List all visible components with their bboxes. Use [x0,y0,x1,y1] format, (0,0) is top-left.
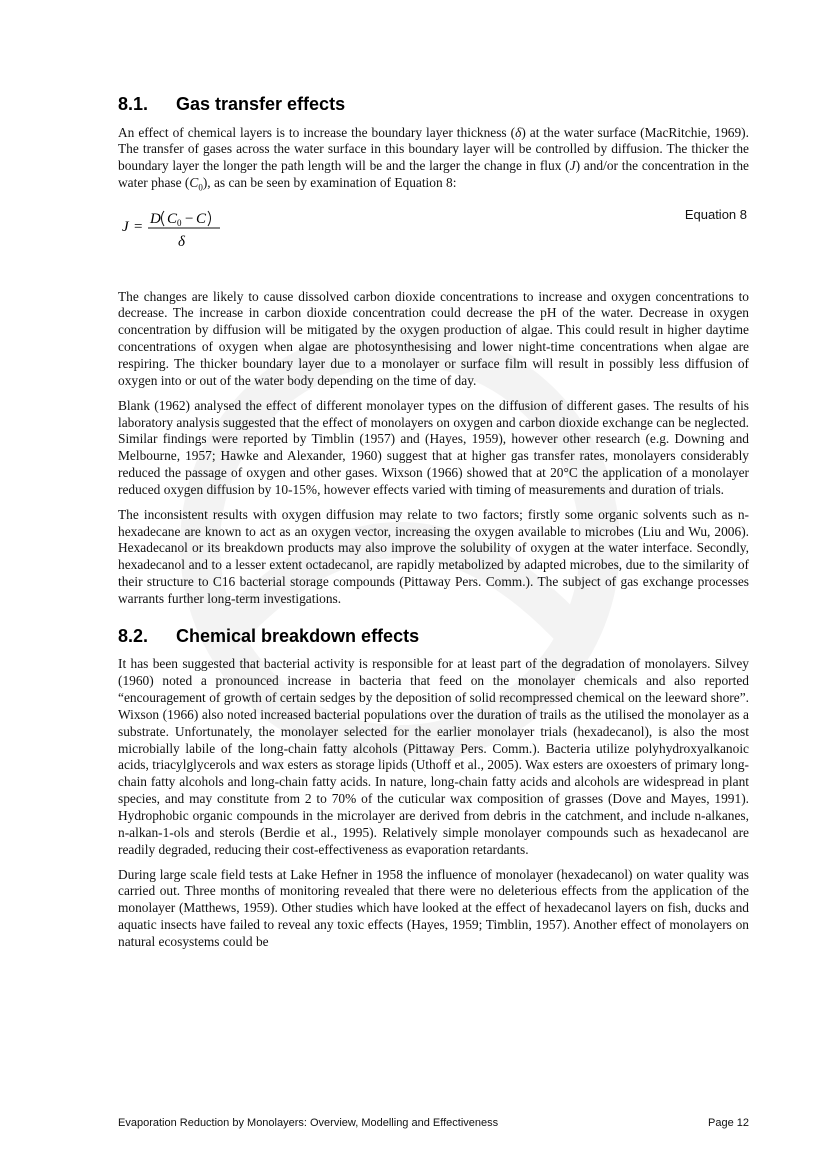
section-number: 8.1. [118,94,149,114]
eq-numerator-c0: C [167,210,178,227]
section-number: 8.2. [118,625,149,646]
eq-numerator-minus: − [185,210,194,227]
paragraph-body: Blank (1962) analysed the effect of different monolayer types on the diffusion of different gases. The results of his laboratory analysis suggested that the effect of monolayers on oxygen and carbon dioxide exchange can be neglected. Similar findings were reported by Timblin (1957) and (Hayes, 1959), however other research (e.g. Downing and Melbourne, 1957; Hawke and Alexander, 1960) suggest that at higher gas transfer rates, monolayers considerably reduced the passage of oxygen and other gases. Wixson (1966) showed that at 20°C the application of a monolayer reduced oxygen diffusion by 10-15%, however effects varied with timing of measurements and duration of trials. [118,397,749,497]
page-content [118,94,749,959]
section-title: Chemical breakdown effects [176,625,420,646]
paragraph-body: The inconsistent results with oxygen diffusion may relate to two factors; firstly some organic solvents such as n-hexadecane are known to act as an oxygen vector, increasing the oxygen available to microbes (Liu and Wu, 2006). Hexadecanol or its breakdown products may also improve the solubility of oxygen at the water interface. Secondly, hexadecanol and to a lesser extent octadecanol, are rapidly metabolized by adapted microbes, due to the similarity of their structure to C16 bacterial storage compounds (Pittaway Pers. Comm.). The subject of gas exchange processes warrants further long-term investigations. [118,506,749,606]
eq-numerator-sub: 0 [177,217,182,228]
section-heading-8-1 [118,94,749,116]
section-heading-8-2 [118,626,749,648]
footer-page-number: Page 12 [708,1117,749,1129]
paragraph-intro: An effect of chemical layers is to increase the boundary layer thickness (δ) at the water surface (MacRitchie, 1969). The transfer of gases across the water surface in this boundary layer will be controlled by diffusion. The thicker the boundary layer the longer the path length will be and the larger the change in flux (J) and/or the concentration in the water phase $(C_0)$, as can be seen by examination of Equation 8: [118,124,749,193]
footer-document-title: Evaporation Reduction by Monolayers: Overview, Modelling and Effectiveness [118,1117,499,1129]
eq-equals: = [134,218,143,235]
equation-8 [120,205,240,255]
eq-numerator-d: D [150,210,161,227]
section-title: Gas transfer effects [176,94,346,114]
eq-denominator: δ [178,233,185,250]
paragraph-body: It has been suggested that bacterial activity is responsible for at least part of the degradation of monolayers. Silvey (1960) noted a pronounced increase in bacteria that feed on the monolayer chemicals and also reported “encouragement of growth of certain sedges by the deposition of solid recompressed chemical on the leeward shore”. Wixson (1966) also noted increased bacterial populations over the duration of trails as the utilised the monolayer as a substrate. Unfortunately, the monolayer selected for the earlier monolayer trials (hexadecanol), is also the most microbially labile of the long-chain fatty alcohols (Pittaway Pers. Comm.). Bacteria utilize polyhydroxyalkanoic acids, triacylglycerols and wax esters as storage lipids (Uthoff et al., 2005). Wax esters are oxoesters of primary long-chain fatty alcohols and long-chain fatty acids. In nature, long-chain fatty acids and alcohols are widespread in plant species, and may constitute from 2 to 70% of the cuticular wax composition of grasses (Dove and Mayes, 1991). Hydrophobic organic compounds in the microlayer are derived from debris in the catchment, and include n-alkanes, n-alkan-1-ols and sterols (Berdie et al., 1995). Relatively simple monolayer compounds such as hexadecanol are readily degraded, reducing their cost-effectiveness as evaporation retardants. [118,656,749,857]
equation-row [118,205,749,267]
eq-lhs: J [122,218,129,235]
equation-label: Equation 8 [684,206,747,222]
eq-numerator-c: C [196,210,207,227]
paragraph-body: During large scale field tests at Lake Hefner in 1958 the influence of monolayer (hexadecanol) on water quality was carried out. Three months of monitoring revealed that there were no deleterious effects from the application of the monolayer (Matthews, 1959). Other studies which have looked at the effect of hexadecanol layers on fish, ducks and aquatic insects have failed to reveal any toxic effects (Hayes, 1959; Timblin, 1957). Another effect of monolayers on natural ecosystems could be [118,866,749,949]
paragraph-body: The changes are likely to cause dissolved carbon dioxide concentrations to increase and oxygen concentrations to decrease. The increase in carbon dioxide concentration could decrease the pH of the water. Decrease in oxygen concentration by diffusion will be mitigated by the oxygen production of algae. This could result in higher daytime concentrations of oxygen when algae are photosynthesising and lower night-time concentrations when algae are respiring. The thicker boundary layer due to a monolayer or surface film will result in possibly less diffusion of oxygen into or out of the water body depending on the time of day. [118,288,749,388]
